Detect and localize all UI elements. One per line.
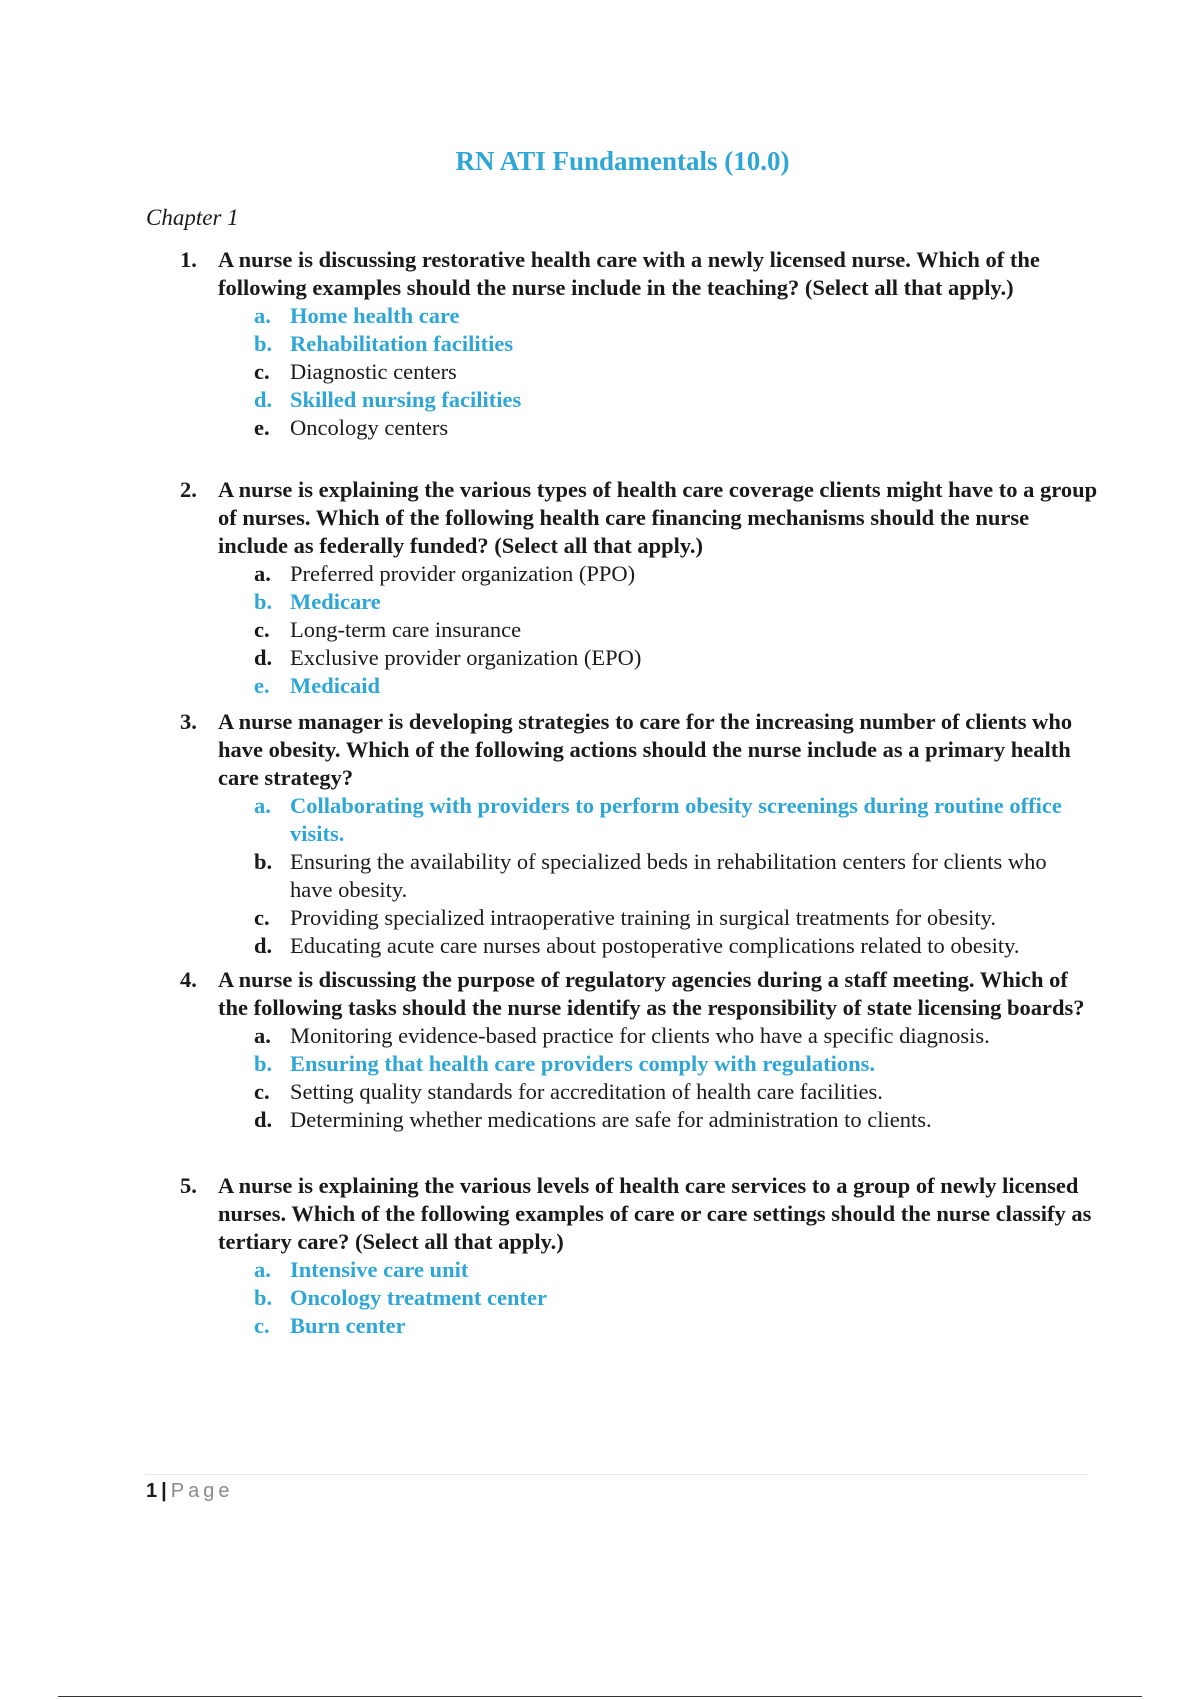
option-text: Medicaid <box>290 673 380 698</box>
question-4 <box>180 966 1100 1134</box>
option-text: Diagnostic centers <box>290 359 457 384</box>
question-number: 2. <box>180 477 197 502</box>
option-letter: b. <box>254 589 273 614</box>
answer-option-correct <box>254 1256 1100 1284</box>
option-text: Skilled nursing facilities <box>290 387 522 412</box>
option-text: Oncology centers <box>290 415 449 440</box>
option-letter: d. <box>254 645 273 670</box>
answer-option-correct <box>254 1050 1100 1078</box>
option-letter: d. <box>254 387 273 412</box>
option-text: Preferred provider organization (PPO) <box>290 561 636 586</box>
page-number: 1 <box>146 1480 158 1502</box>
option-letter: b. <box>254 849 273 874</box>
answer-options <box>180 560 1100 700</box>
option-letter: a. <box>254 1257 271 1282</box>
question-stem: A nurse manager is developing strategies to care for the increasing number of clients who have obesity. Which of the following actions should the nurse include as a primary health care strategy? <box>218 709 1073 790</box>
option-text: Ensuring the availability of specialized beds in rehabilitation centers for clients who have obesity. <box>290 849 1047 902</box>
answer-option-correct <box>254 588 1100 616</box>
option-letter: d. <box>254 933 273 958</box>
answer-option <box>254 1022 1100 1050</box>
question-stem: A nurse is explaining the various types of health care coverage clients might have to a group of nurses. Which of the following health care financing mechanisms should the nurse include as federally funded? (Select all that apply.) <box>218 477 1098 558</box>
answer-option <box>254 644 1100 672</box>
footer-divider <box>146 1474 1088 1475</box>
option-text: Ensuring that health care providers comply with regulations. <box>290 1051 876 1076</box>
option-letter: b. <box>254 331 273 356</box>
page-label: Page <box>170 1480 234 1502</box>
answer-option <box>254 616 1100 644</box>
option-letter: d. <box>254 1107 273 1132</box>
question-2 <box>180 476 1100 700</box>
answer-option <box>254 560 1100 588</box>
option-text: Determining whether medications are safe for administration to clients. <box>290 1107 932 1132</box>
question-5 <box>180 1172 1100 1340</box>
question-number: 4. <box>180 967 197 992</box>
option-letter: c. <box>254 617 270 642</box>
option-letter: e. <box>254 673 270 698</box>
option-text: Home health care <box>290 303 460 328</box>
answer-option-correct <box>254 330 1100 358</box>
question-1 <box>180 246 1100 442</box>
question-stem: A nurse is explaining the various levels of health care services to a group of newly licensed nurses. Which of the following examples of care or care settings should the nurse classify as tertiary care? (Select all that apply.) <box>218 1173 1092 1254</box>
chapter-heading: Chapter 1 <box>146 205 239 230</box>
option-text: Long-term care insurance <box>290 617 522 642</box>
page-footer <box>146 1480 233 1503</box>
option-text: Monitoring evidence-based practice for clients who have a specific diagnosis. <box>290 1023 990 1048</box>
answer-option <box>254 932 1100 960</box>
option-letter: c. <box>254 905 270 930</box>
answer-option <box>254 1106 1100 1134</box>
document-title: RN ATI Fundamentals (10.0) <box>455 146 790 176</box>
option-letter: a. <box>254 303 271 328</box>
question-3 <box>180 708 1100 960</box>
answer-option <box>254 904 1100 932</box>
page-bottom-rule <box>58 1696 1142 1697</box>
answer-option-correct <box>254 672 1100 700</box>
option-text: Providing specialized intraoperative training in surgical treatments for obesity. <box>290 905 997 930</box>
option-text: Exclusive provider organization (EPO) <box>290 645 642 670</box>
question-number: 3. <box>180 709 197 734</box>
answer-option-correct <box>254 1284 1100 1312</box>
option-text: Intensive care unit <box>290 1257 469 1282</box>
answer-option-correct <box>254 1312 1100 1340</box>
option-text: Burn center <box>290 1313 406 1338</box>
footer-separator: | <box>161 1480 167 1502</box>
option-text: Setting quality standards for accreditation of health care facilities. <box>290 1079 883 1104</box>
option-letter: a. <box>254 1023 271 1048</box>
option-letter: b. <box>254 1285 273 1310</box>
answer-options <box>180 302 1100 442</box>
option-text: Oncology treatment center <box>290 1285 547 1310</box>
question-stem: A nurse is discussing restorative health care with a newly licensed nurse. Which of the following examples should the nurse include in the teaching? (Select all that apply.) <box>218 247 1040 300</box>
answer-option <box>254 358 1100 386</box>
answer-option <box>254 1078 1100 1106</box>
option-text: Educating acute care nurses about postoperative complications related to obesity. <box>290 933 1020 958</box>
answer-options <box>180 1256 1100 1340</box>
answer-option-correct <box>254 792 1100 848</box>
option-letter: a. <box>254 561 271 586</box>
answer-options <box>180 792 1100 960</box>
option-letter: e. <box>254 415 270 440</box>
answer-option-correct <box>254 302 1100 330</box>
answer-options <box>180 1022 1100 1134</box>
option-letter: c. <box>254 359 270 384</box>
question-stem: A nurse is discussing the purpose of regulatory agencies during a staff meeting. Which of the following tasks should the nurse identify as the responsibility of state licensing boards? <box>218 967 1085 1020</box>
answer-option <box>254 848 1100 904</box>
option-letter: a. <box>254 793 271 818</box>
question-number: 1. <box>180 247 197 272</box>
question-number: 5. <box>180 1173 197 1198</box>
option-letter: c. <box>254 1313 270 1338</box>
answer-option <box>254 414 1100 442</box>
option-text: Collaborating with providers to perform obesity screenings during routine office visits. <box>290 793 1062 846</box>
option-letter: b. <box>254 1051 273 1076</box>
answer-option-correct <box>254 386 1100 414</box>
option-text: Medicare <box>290 589 381 614</box>
option-text: Rehabilitation facilities <box>290 331 514 356</box>
option-letter: c. <box>254 1079 270 1104</box>
